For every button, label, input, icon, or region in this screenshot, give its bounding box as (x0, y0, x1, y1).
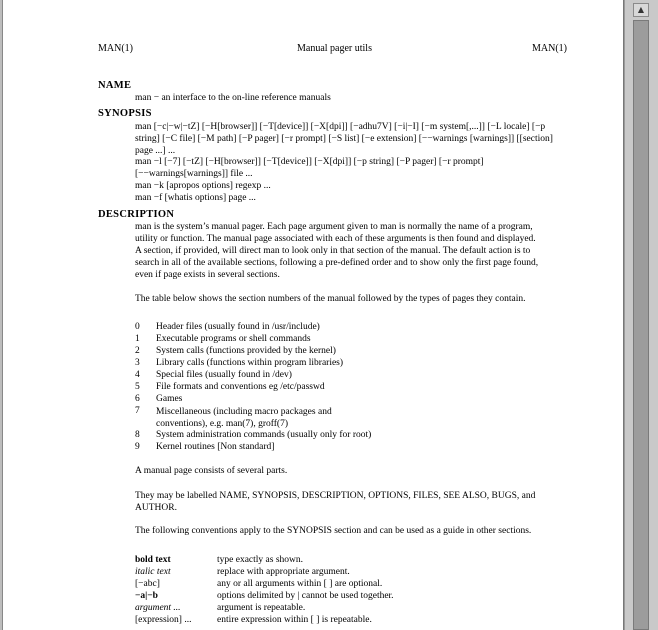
convention-term: bold text (135, 555, 171, 565)
convention-term: [expression] ... (135, 615, 192, 625)
synopsis-line: man −f [whatis options] page ... (135, 193, 256, 203)
convention-desc: entire expression within [ ] is repeatable. (217, 615, 372, 625)
header-left: MAN(1) (98, 43, 133, 54)
convention-term: [−abc] (135, 579, 160, 589)
description-line: search in all of the available sections, following a pre-defined order and to show only the first page found, (135, 258, 539, 268)
section-text: Miscellaneous (including macro packages and conventions), e.g. man(7), groff(7) (156, 407, 332, 429)
scroll-up-arrow-icon[interactable]: ▲ (633, 3, 649, 17)
section-number: 1 (135, 334, 140, 344)
name-text: man − an interface to the on-line reference manuals (135, 93, 331, 103)
section-text: Executable programs or shell commands (156, 334, 311, 344)
description-line: A section, if provided, will direct man to look only in that section of the manual. The default action is to (135, 246, 531, 256)
section-number: 2 (135, 346, 140, 356)
header-center: Manual pager utils (297, 43, 372, 54)
section-number: 0 (135, 322, 140, 332)
section-number: 6 (135, 394, 140, 404)
document-page (2, 0, 624, 630)
convention-desc: type exactly as shown. (217, 555, 304, 565)
section-number: 4 (135, 370, 140, 380)
description-line: man is the system’s manual pager. Each page argument given to man is normally the name of a program, (135, 222, 533, 232)
vertical-scrollbar[interactable] (624, 0, 658, 630)
name-heading: NAME (98, 80, 132, 91)
convention-term: argument ... (135, 603, 181, 613)
description-line: even if page exists in several sections. (135, 270, 280, 280)
section-number: 5 (135, 382, 140, 392)
header-right: MAN(1) (532, 43, 567, 54)
scrollbar-thumb[interactable] (633, 20, 649, 630)
labels-sentence: They may be labelled NAME, SYNOPSIS, DESCRIPTION, OPTIONS, FILES, SEE ALSO, BUGS, and AUTHOR. (135, 491, 536, 513)
synopsis-line: man [−c|−w|−tZ] [−H[browser]] [−T[device]] [−X[dpi]] [−adhu7V] [−i|−I] [−m system[,...]] [−L locale] [−p string] [−C file] [−M path] [−P pager] [−r prompt] [−S list] [−e extension] [−−warnings [warnings]] [[section] page ...] ... (135, 122, 553, 156)
synopsis-heading: SYNOPSIS (98, 108, 152, 119)
convention-term: italic text (135, 567, 171, 577)
section-text: File formats and conventions eg /etc/passwd (156, 382, 325, 392)
synopsis-line: man −k [apropos options] regexp ... (135, 181, 271, 191)
convention-desc: argument is repeatable. (217, 603, 306, 613)
section-intro: The table below shows the section numbers of the manual followed by the types of pages they contain. (135, 294, 526, 304)
convention-desc: replace with appropriate argument. (217, 567, 350, 577)
section-text: Special files (usually found in /dev) (156, 370, 292, 380)
synopsis-line: man −l [−7] [−tZ] [−H[browser]] [−T[device]] [−X[dpi]] [−p string] [−P pager] [−r prompt] (135, 157, 484, 167)
synopsis-line: [−−warnings[warnings]] file ... (135, 169, 253, 179)
section-text: Games (156, 394, 183, 404)
description-heading: DESCRIPTION (98, 209, 175, 220)
convention-desc: options delimited by | cannot be used together. (217, 591, 394, 601)
convention-desc: any or all arguments within [ ] are optional. (217, 579, 383, 589)
section-number: 3 (135, 358, 140, 368)
section-number: 8 (135, 430, 140, 440)
section-number: 7 (135, 406, 140, 416)
section-text: Header files (usually found in /usr/include) (156, 322, 320, 332)
conventions-intro: The following conventions apply to the SYNOPSIS section and can be used as a guide in other sections. (135, 526, 532, 536)
section-text: Library calls (functions within program libraries) (156, 358, 344, 368)
section-text: System calls (functions provided by the kernel) (156, 346, 336, 356)
convention-term: −a|−b (135, 591, 158, 601)
section-number: 9 (135, 442, 140, 452)
section-text: System administration commands (usually only for root) (156, 430, 372, 440)
description-line: utility or function. The manual page associated with each of these arguments is then found and displayed. (135, 234, 536, 244)
parts-sentence: A manual page consists of several parts. (135, 466, 288, 476)
section-text: Kernel routines [Non standard] (156, 442, 275, 452)
